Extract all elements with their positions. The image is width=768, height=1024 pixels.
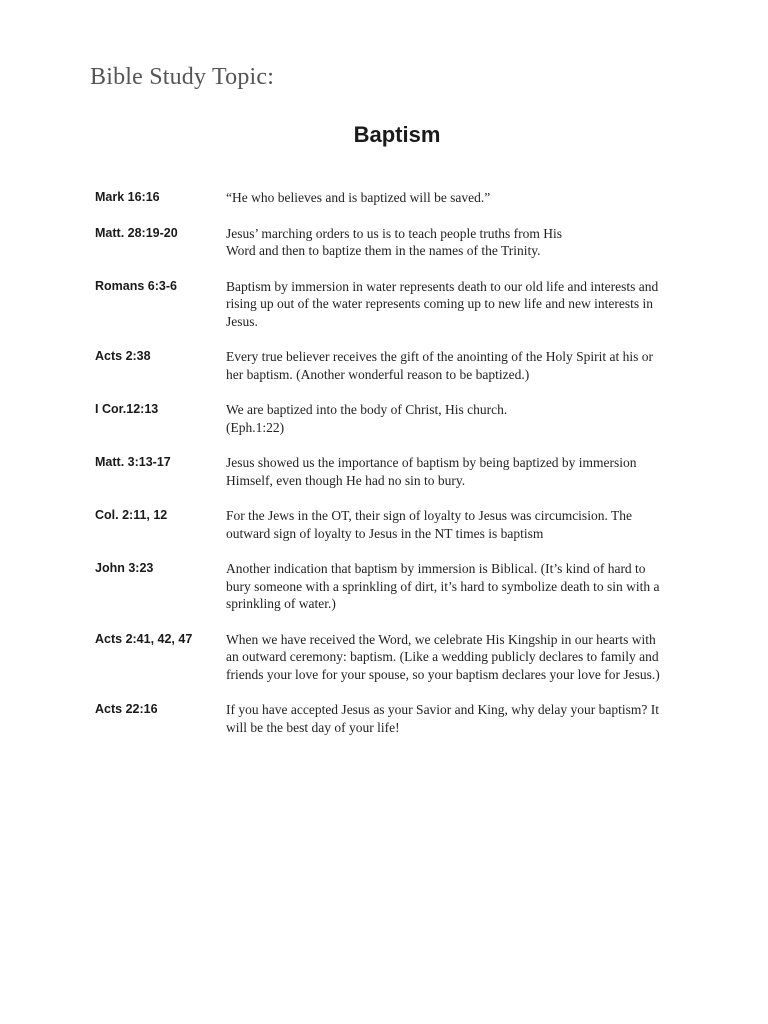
scripture-entry	[95, 401, 705, 436]
page-title: Baptism	[353, 122, 441, 147]
scripture-reference: Matt. 3:13-17	[95, 455, 171, 469]
scripture-reference: Matt. 28:19-20	[95, 225, 178, 240]
scripture-entry	[95, 189, 705, 207]
scripture-reference: Mark 16:16	[95, 190, 160, 204]
scripture-reference: Romans 6:3-6	[95, 278, 177, 293]
scripture-entry	[95, 560, 705, 613]
scripture-entry	[95, 454, 705, 489]
scripture-entry	[95, 507, 705, 542]
scripture-note: When we have received the Word, we celebrate His Kingship in our hearts with an outward ceremony: baptism. (Like a wedding publicly declares to family and friends your love for your spouse, so your baptism declares your love for Jesus.)	[226, 631, 660, 682]
scripture-entry	[95, 225, 705, 260]
scripture-reference: Acts 22:16	[95, 702, 158, 716]
topic-label: Bible Study Topic:	[90, 64, 275, 90]
scripture-note: Every true believer receives the gift of the anointing of the Holy Spirit at his or her baptism. (Another wonderful reason to be baptized.)	[226, 349, 653, 382]
scripture-note: If you have accepted Jesus as your Savior and King, why delay your baptism? It will be the best day of your life!	[226, 702, 660, 735]
scripture-reference: I Cor.12:13	[95, 402, 159, 416]
scripture-entry	[95, 278, 705, 331]
scripture-entry	[95, 348, 705, 383]
scripture-note: We are baptized into the body of Christ, His church. (Eph.1:22)	[226, 402, 508, 435]
scripture-reference: Acts 2:38	[95, 349, 151, 363]
scripture-note: “He who believes and is baptized will be saved.”	[226, 190, 491, 205]
scripture-reference: Acts 2:41, 42, 47	[95, 631, 193, 646]
scripture-note: Another indication that baptism by immersion is Biblical. (It’s kind of hard to bury someone with a sprinkling of dirt, it’s hard to symbolize death to sin with a sprinkling of water.)	[226, 561, 660, 611]
scripture-list	[95, 189, 705, 754]
scripture-entry	[95, 701, 705, 736]
scripture-note: Baptism by immersion in water represents death to our old life and interests and rising up out of the water represents coming up to new life and new interests in Jesus.	[226, 278, 659, 329]
scripture-entry	[95, 631, 705, 684]
scripture-reference: Col. 2:11, 12	[95, 508, 168, 522]
scripture-note: Jesus’ marching orders to us is to teach people truths from His Word and then to baptize them in the names of the Trinity.	[226, 225, 563, 258]
scripture-note: Jesus showed us the importance of baptism by being baptized by immersion Himself, even though He had no sin to bury.	[226, 455, 637, 488]
scripture-note: For the Jews in the OT, their sign of loyalty to Jesus was circumcision. The outward sign of loyalty to Jesus in the NT times is baptism	[226, 508, 632, 541]
scripture-reference: John 3:23	[95, 561, 154, 575]
